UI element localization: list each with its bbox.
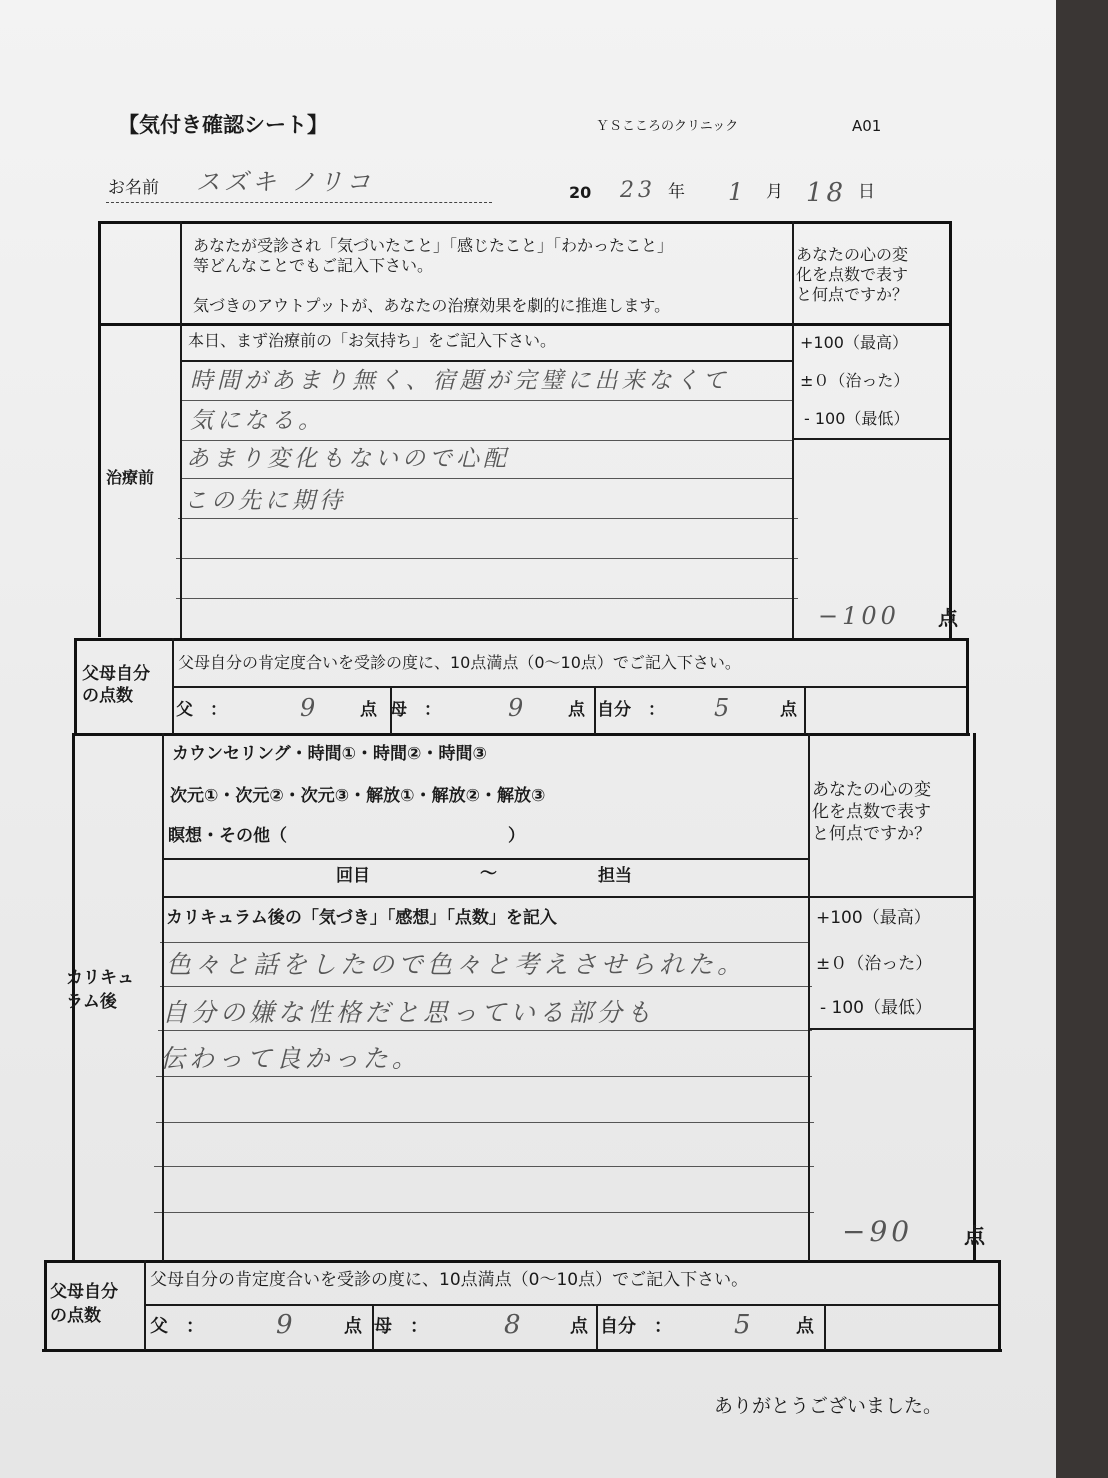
after-note-line-2[interactable]: 自分の嫌な性格だと思っている部分も bbox=[162, 998, 656, 1027]
clinic-name: ＹＳこころのクリニック bbox=[596, 119, 739, 134]
after-note-line-3[interactable]: 伝わって良かった。 bbox=[160, 1044, 421, 1073]
intro-line-1: あなたが受診され「気づいたこと」「感じたこと」「わかったこと」 bbox=[193, 236, 674, 255]
parents1-father-score[interactable]: 9 bbox=[300, 694, 320, 722]
parents1-mother-label: 母 ： bbox=[390, 700, 441, 720]
before-prompt: 本日、まず治療前の「お気持ち」をご記入下さい。 bbox=[188, 331, 557, 350]
parents1-mother-score[interactable]: 9 bbox=[508, 694, 528, 722]
parents1-father-label: 父 ： bbox=[176, 700, 227, 720]
parents2-mother-unit: 点 bbox=[570, 1316, 588, 1337]
session-count-label: 回目 bbox=[336, 866, 370, 886]
score-question-1: あなたの心の変 bbox=[796, 245, 909, 264]
parents2-label-1: 父母自分 bbox=[50, 1282, 118, 1302]
parents1-label-1: 父母自分 bbox=[82, 664, 150, 684]
parents2-instruction: 父母自分の肯定度合いを受診の度に、10点満点（0〜10点）でご記入下さい。 bbox=[150, 1270, 749, 1290]
after-scale-max: +100（最高） bbox=[816, 908, 931, 928]
parents1-label-2: の点数 bbox=[82, 686, 133, 706]
parents1-self-unit: 点 bbox=[780, 700, 797, 720]
after-scale-min: - 100（最低） bbox=[820, 998, 932, 1018]
parents2-father-unit: 点 bbox=[344, 1316, 362, 1337]
after-score-question-2: 化を点数で表す bbox=[812, 802, 931, 822]
form-code: A01 bbox=[852, 117, 882, 135]
month-field[interactable]: 1 bbox=[728, 178, 748, 206]
before-scale-min: - 100（最低） bbox=[804, 409, 910, 428]
day-label: 日 bbox=[858, 182, 875, 202]
parents2-self-score[interactable]: 5 bbox=[734, 1310, 755, 1340]
name-field[interactable]: スズキ ノリコ bbox=[196, 168, 375, 196]
parents2-label-2: の点数 bbox=[50, 1306, 101, 1326]
score-question-2: 化を点数で表す bbox=[796, 265, 909, 284]
intro-line-3: 気づきのアウトプットが、あなたの治療効果を劇的に推進します。 bbox=[193, 296, 671, 315]
parents1-instruction: 父母自分の肯定度合いを受診の度に、10点満点（0〜10点）でご記入下さい。 bbox=[178, 653, 741, 672]
before-scale-zero: ±０（治った） bbox=[800, 371, 910, 390]
curriculum-options-2[interactable]: 次元①・次元②・次元③・解放①・解放②・解放③ bbox=[170, 786, 546, 806]
after-score-question-3: と何点ですか？ bbox=[812, 824, 931, 844]
parents1-mother-unit: 点 bbox=[568, 700, 585, 720]
thanks-message: ありがとうございました。 bbox=[714, 1395, 943, 1417]
month-label: 月 bbox=[766, 182, 783, 202]
parents2-self-label: 自分 ： bbox=[600, 1316, 672, 1337]
before-score-field[interactable]: −100 bbox=[818, 602, 900, 630]
after-scale-zero: ±０（治った） bbox=[816, 954, 933, 974]
parents1-self-label: 自分 ： bbox=[597, 700, 665, 720]
after-score-question-1: あなたの心の変 bbox=[812, 780, 931, 800]
curriculum-options-1[interactable]: カウンセリング・時間①・時間②・時間③ bbox=[172, 744, 487, 764]
score-question-3: と何点ですか？ bbox=[796, 285, 909, 304]
year-prefix: 20 bbox=[569, 183, 592, 202]
parents1-father-unit: 点 bbox=[360, 700, 377, 720]
section-label-after-2: ラム後 bbox=[66, 992, 117, 1012]
before-score-unit: 点 bbox=[938, 606, 958, 630]
before-note-line-4[interactable]: この先に期待 bbox=[184, 488, 346, 514]
before-note-line-1[interactable]: 時間があまり無く、宿題が完璧に出来なくて bbox=[190, 368, 730, 394]
name-underline bbox=[106, 202, 492, 203]
before-note-line-3[interactable]: あまり変化もないので心配 bbox=[186, 446, 510, 472]
parents2-mother-label: 母 ： bbox=[374, 1316, 428, 1337]
session-tilde: 〜 bbox=[480, 864, 497, 884]
parents2-father-score[interactable]: 9 bbox=[276, 1310, 297, 1340]
parents2-father-label: 父 ： bbox=[150, 1316, 204, 1337]
before-note-line-2[interactable]: 気になる。 bbox=[190, 408, 325, 434]
section-label-before: 治療前 bbox=[106, 468, 155, 487]
name-label: お名前 bbox=[108, 178, 159, 198]
parents2-self-unit: 点 bbox=[796, 1316, 814, 1337]
sheet-title: 【気付き確認シート】 bbox=[118, 113, 328, 137]
after-score-field[interactable]: −90 bbox=[842, 1215, 914, 1248]
after-score-unit: 点 bbox=[964, 1224, 985, 1248]
year-field[interactable]: 23 bbox=[620, 178, 656, 203]
section-label-after-1: カリキュ bbox=[66, 968, 134, 988]
intro-line-2: 等どんなことでもご記入下さい。 bbox=[193, 256, 434, 275]
staff-label: 担当 bbox=[598, 866, 632, 886]
before-scale-max: +100（最高） bbox=[800, 333, 908, 352]
after-note-line-1[interactable]: 色々と話をしたので色々と考えさせられた。 bbox=[166, 950, 747, 979]
parents1-self-score[interactable]: 5 bbox=[714, 694, 734, 722]
after-prompt: カリキュラム後の「気づき」「感想」「点数」を記入 bbox=[166, 908, 557, 928]
year-label: 年 bbox=[668, 182, 685, 202]
curriculum-options-3[interactable]: 瞑想・その他（ ） bbox=[168, 826, 525, 846]
day-field[interactable]: 18 bbox=[806, 178, 848, 208]
parents2-mother-score[interactable]: 8 bbox=[504, 1310, 525, 1340]
